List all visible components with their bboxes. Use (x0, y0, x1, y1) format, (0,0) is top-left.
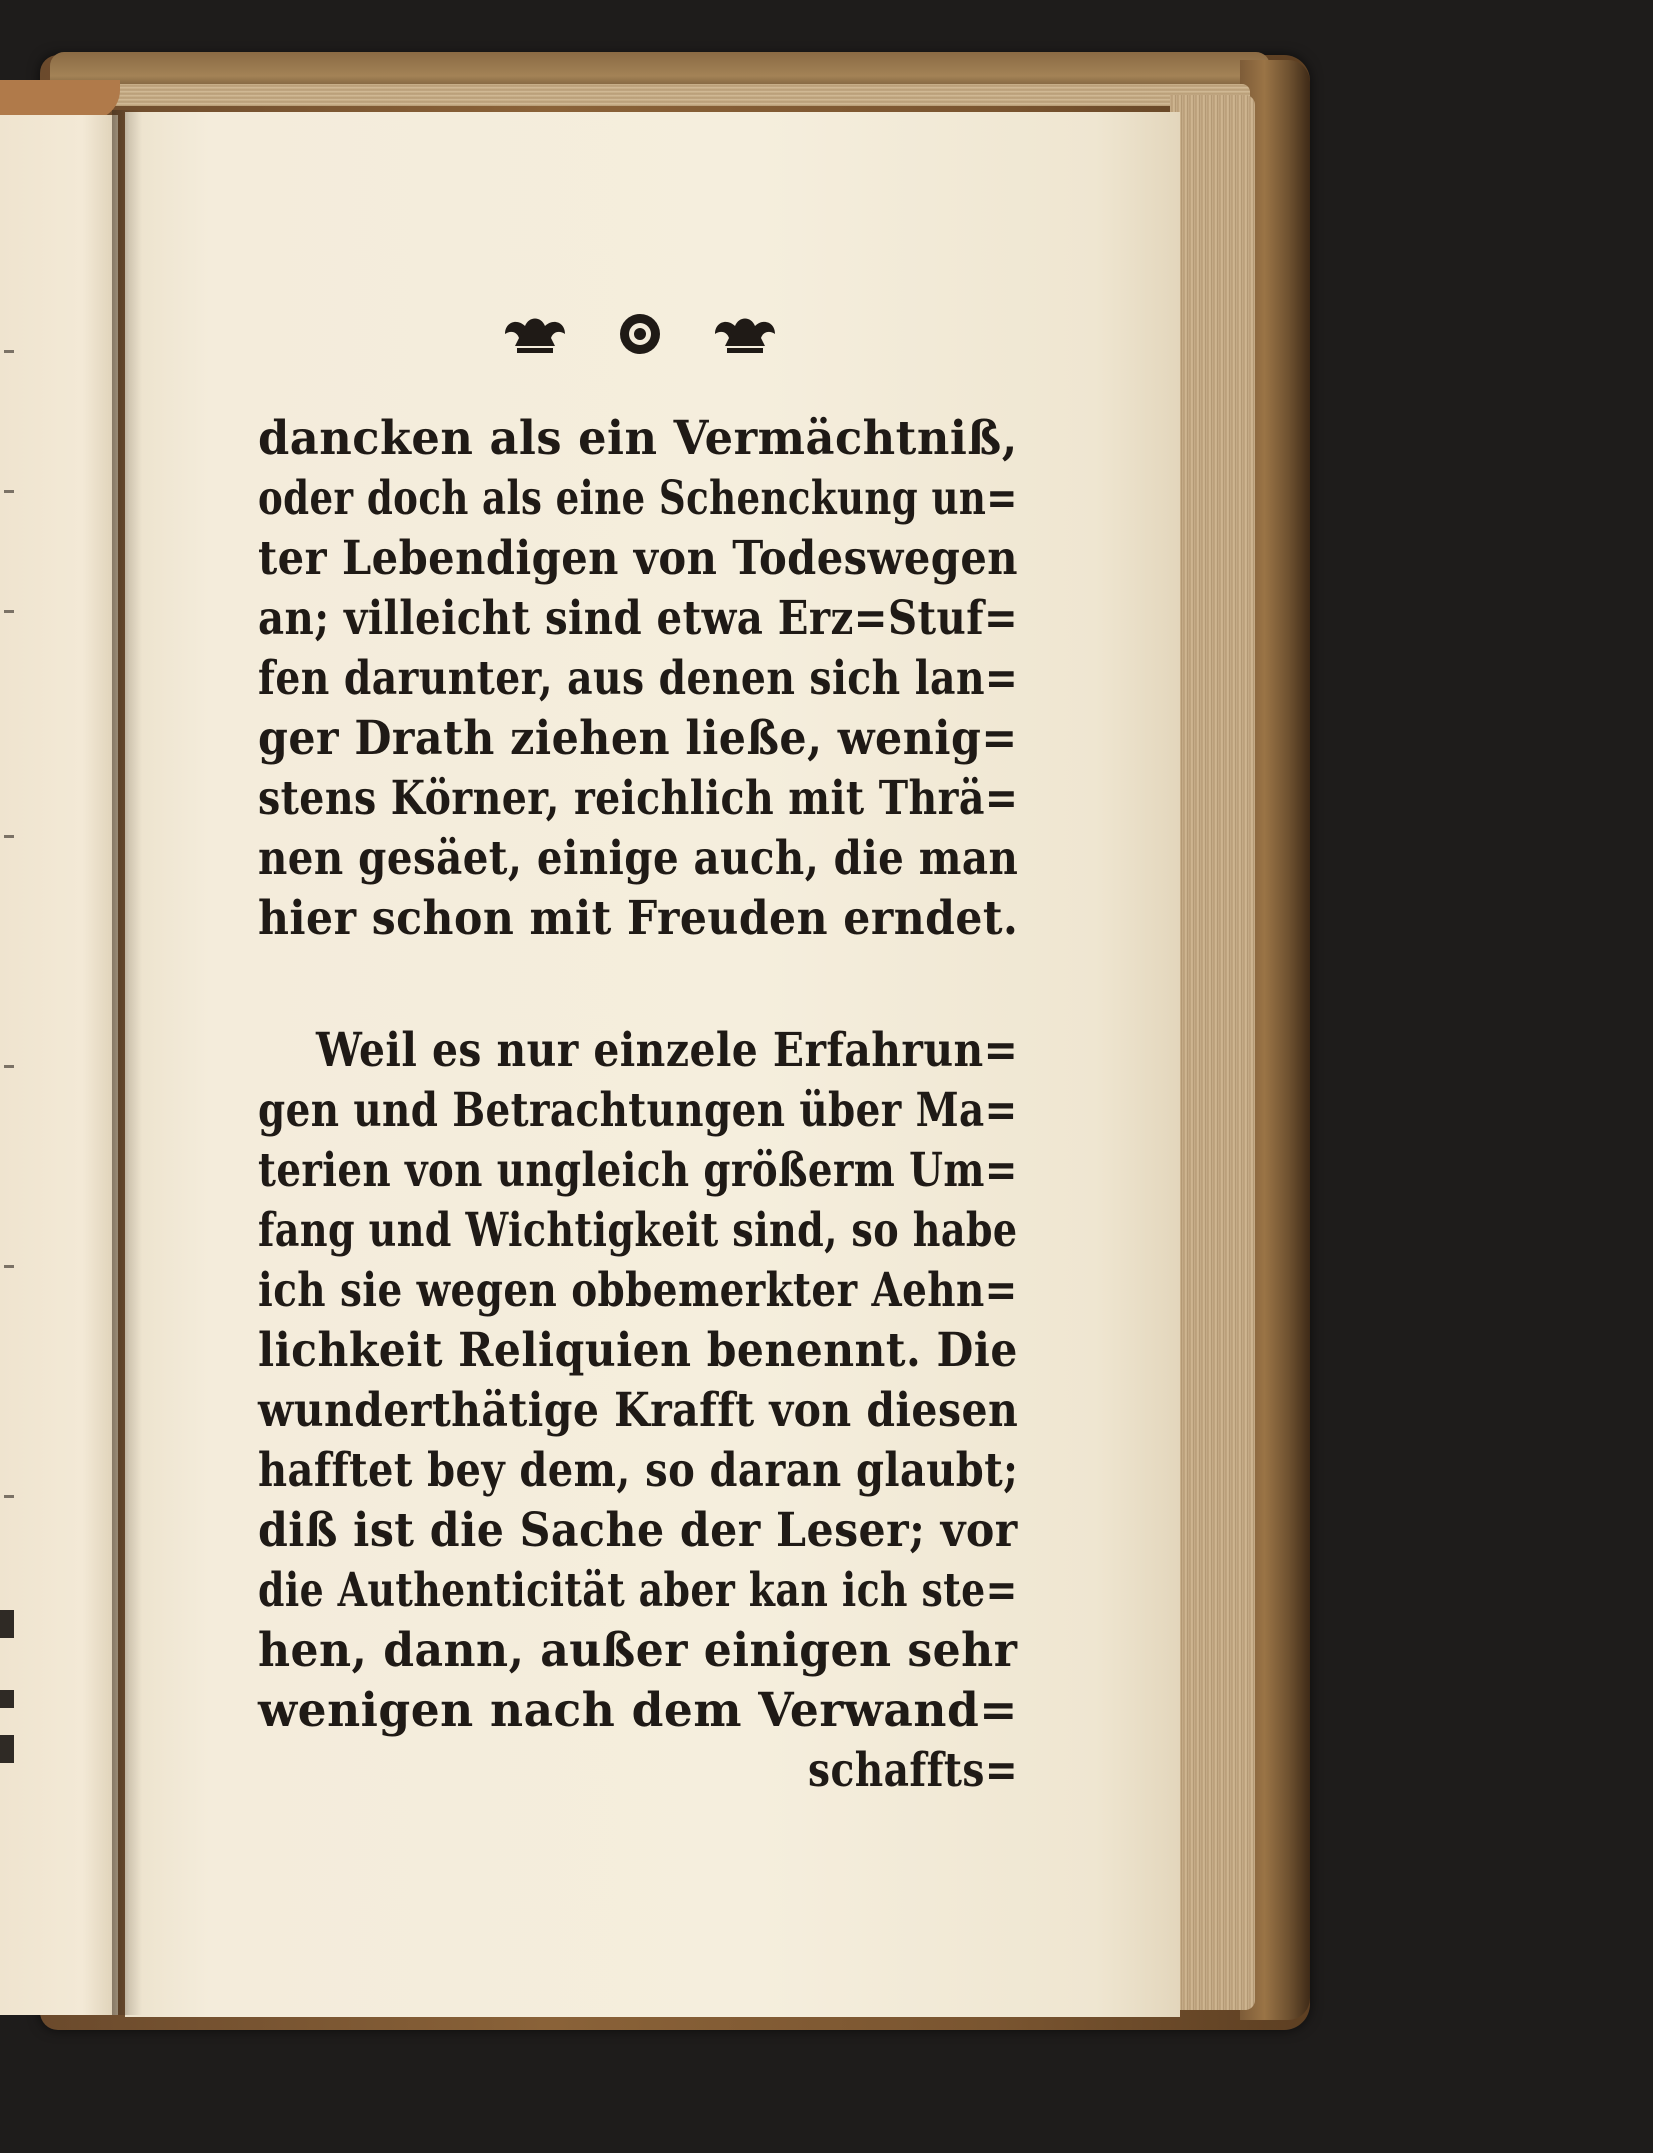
text-line: ter Lebendigen von Todeswegen (258, 531, 1019, 586)
left-page (0, 115, 118, 2015)
text-line: fang und Wichtigkeit sind, so habe (258, 1203, 1018, 1258)
page-fore-edge (1170, 95, 1255, 2010)
text-line: an; villeicht sind etwa Erz=Stuf= (258, 591, 1019, 646)
text-line: wunderthätige Krafft von diesen (258, 1383, 1019, 1438)
text-line: stens Körner, reichlich mit Thrä= (258, 771, 1019, 826)
text-line: oder doch als eine Schenckung un= (258, 471, 1018, 526)
left-page-mark (4, 835, 14, 838)
left-page-mark (4, 1065, 14, 1068)
text-line: gen und Betrachtungen über Ma= (258, 1083, 1018, 1138)
left-page-mark (4, 350, 14, 353)
left-page-mark (4, 610, 14, 613)
text-line: fen darunter, aus denen sich lan= (258, 651, 1019, 706)
text-line: diß ist die Sache der Leser; vor (258, 1503, 1018, 1558)
text-line: Weil es nur einzele Erfahrun= (316, 1023, 1019, 1078)
page-edges-top (110, 84, 1250, 106)
left-page-mark (4, 1495, 14, 1498)
text-line: dancken als ein Vermächtniß, (258, 411, 1018, 466)
text-line: hier schon mit Freuden erndet. (258, 891, 1019, 946)
text-line: ger Drath ziehen ließe, wenig= (258, 711, 1018, 766)
left-page-mark (4, 1265, 14, 1268)
left-page-letter-fragment (0, 1610, 14, 1638)
text-line: nen gesäet, einige auch, die man (258, 831, 1019, 886)
page-gutter-shadow (112, 110, 142, 2015)
text-line: ich sie wegen obbemerkter Aehn= (258, 1263, 1018, 1318)
fleuron-ornament-icon (495, 312, 785, 356)
text-line: wenigen nach dem Verwand= (258, 1683, 1018, 1738)
left-page-letter-fragment (0, 1690, 14, 1708)
left-cover-corner (0, 80, 120, 120)
left-page-letter-fragment (0, 1735, 14, 1763)
left-page-mark (4, 490, 14, 493)
text-line: hen, dann, außer einigen sehr (258, 1623, 1018, 1678)
text-line: lichkeit Reliquien benennt. Die (258, 1323, 1018, 1378)
text-line: die Authenticität aber kan ich ste= (258, 1563, 1018, 1618)
catchword: schaffts= (808, 1743, 1019, 1798)
text-line: terien von ungleich größerm Um= (258, 1143, 1018, 1198)
text-line: hafftet bey dem, so daran glaubt; (258, 1443, 1019, 1498)
